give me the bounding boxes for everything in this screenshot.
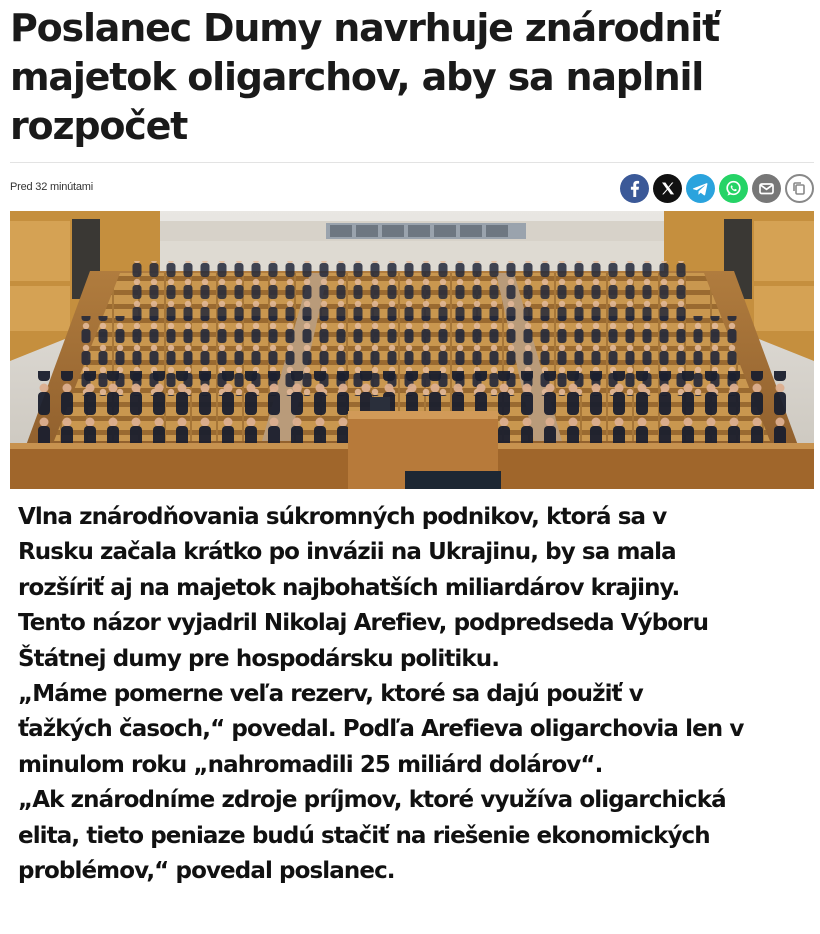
body-line: Rusku začala krátko po invázii na Ukrajinu, by sa mala	[18, 539, 676, 566]
body-line: rozšíriť aj na majetok najbohatších miliardárov krajiny.	[18, 574, 680, 601]
body-line: Tento názor vyjadril Nikolaj Arefiev, podpredseda Výboru	[18, 610, 709, 637]
share-x-button[interactable]	[653, 174, 682, 203]
body-line: Vlna znárodňovania súkromných podnikov, ktorá sa v	[18, 504, 667, 530]
copy-link-button[interactable]	[785, 174, 814, 203]
facebook-icon	[620, 174, 649, 203]
copy-icon	[787, 176, 812, 201]
share-telegram-button[interactable]	[686, 174, 715, 203]
body-line: ťažkých časoch,“ povedal. Podľa Arefieva oligarchovia len v	[18, 716, 744, 743]
divider	[10, 162, 814, 163]
telegram-icon	[686, 174, 715, 203]
body-line: problémov,“ povedal poslanec.	[18, 858, 395, 885]
body-line: „Ak znárodníme zdroje príjmov, ktoré využíva oligarchická	[18, 787, 726, 814]
email-icon	[752, 174, 781, 203]
publish-time: Pred 32 minútami	[10, 181, 94, 193]
share-facebook-button[interactable]	[620, 174, 649, 203]
whatsapp-icon	[719, 174, 748, 203]
body-line: minulom roku „nahromadili 25 miliárd dolárov“.	[18, 751, 603, 778]
body-line: elita, tieto peniaze budú stačiť na riešenie ekonomických	[18, 822, 710, 849]
body-line: Štátnej dumy pre hospodársku politiku.	[18, 645, 500, 672]
article-headline: Poslanec Dumy navrhuje znárodniť majetok oligarchov, aby sa naplnil rozpočet	[10, 6, 720, 148]
body-line: „Máme pomerne veľa rezerv, ktoré sa dajú použiť v	[18, 681, 643, 708]
share-whatsapp-button[interactable]	[719, 174, 748, 203]
share-email-button[interactable]	[752, 174, 781, 203]
article-body	[18, 500, 814, 889]
share-bar	[620, 174, 814, 203]
x-icon	[653, 174, 682, 203]
article-meta	[10, 172, 814, 206]
article-photo	[10, 211, 814, 489]
